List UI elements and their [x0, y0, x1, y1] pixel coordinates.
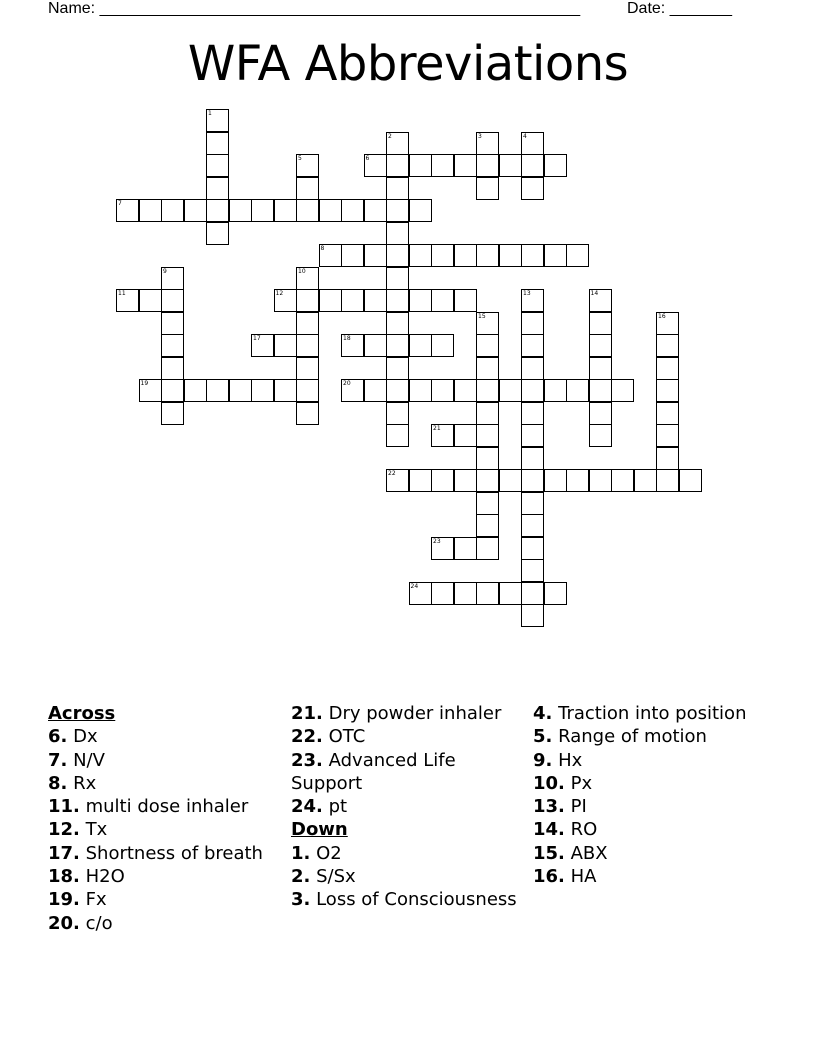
clue-number-label: 3 [478, 132, 482, 140]
crossword-cell[interactable] [206, 199, 229, 222]
crossword-cell[interactable] [386, 154, 409, 177]
crossword-cell[interactable] [364, 244, 387, 267]
crossword-cell[interactable] [566, 469, 589, 492]
crossword-cell[interactable] [521, 154, 544, 177]
crossword-cell[interactable] [544, 379, 567, 402]
crossword-cell[interactable] [206, 132, 229, 155]
crossword-cell[interactable] [521, 334, 544, 357]
crossword-cell[interactable] [499, 469, 522, 492]
crossword-cell[interactable] [476, 132, 499, 155]
crossword-cell[interactable] [386, 222, 409, 245]
clue-number-label: 23 [433, 537, 441, 545]
crossword-cell[interactable] [476, 244, 499, 267]
crossword-cell[interactable] [431, 582, 454, 605]
crossword-cell[interactable] [341, 199, 364, 222]
crossword-cell[interactable] [161, 289, 184, 312]
clue-number-label: 8 [320, 245, 325, 252]
clue-number-label: 5 [298, 155, 302, 162]
crossword-cell[interactable] [454, 244, 477, 267]
crossword-cell[interactable] [431, 244, 454, 267]
clue-number-label: 12 [275, 290, 284, 297]
crossword-cell[interactable] [206, 222, 229, 245]
crossword-cell[interactable] [206, 154, 229, 177]
crossword-cell[interactable] [364, 379, 387, 402]
clue-text: Fx [79, 889, 107, 911]
crossword-cell[interactable] [409, 379, 432, 402]
clue-number: 21. [291, 703, 323, 724]
clue-number: 4. [533, 703, 553, 724]
clue-number: 2. [291, 866, 311, 888]
clue-item [533, 749, 769, 772]
crossword-cell[interactable] [589, 357, 612, 380]
crossword-cell[interactable] [521, 469, 544, 492]
clue-item [48, 725, 284, 748]
clue-number-label: 2 [388, 132, 392, 140]
clue-item [533, 818, 769, 841]
clue-item [291, 842, 523, 865]
across-clue-list [48, 725, 284, 935]
crossword-cell[interactable] [499, 244, 522, 267]
crossword-cell[interactable] [589, 379, 612, 402]
crossword-cell[interactable] [566, 244, 589, 267]
clues-column-3 [533, 702, 769, 888]
clue-text: N/V [67, 749, 105, 771]
clue-item [48, 795, 284, 818]
clue-item [533, 842, 769, 865]
clue-text: RO [564, 819, 598, 841]
crossword-cell[interactable] [296, 289, 319, 312]
crossword-cell[interactable] [296, 267, 319, 290]
crossword-cell[interactable] [634, 469, 657, 492]
crossword-cell[interactable] [454, 289, 477, 312]
crossword-cell[interactable] [521, 177, 544, 200]
clue-item [533, 865, 769, 888]
clue-text: c/o [79, 912, 113, 934]
crossword-cell[interactable] [476, 357, 499, 380]
clue-number: 7. [48, 749, 68, 771]
clue-item [291, 795, 523, 818]
clue-number: 1. [291, 842, 311, 864]
clue-item [48, 842, 284, 865]
crossword-cell[interactable] [589, 402, 612, 425]
crossword-cell[interactable] [476, 582, 499, 605]
clue-number-label: 11 [118, 290, 126, 297]
clue-number-label: 22 [388, 470, 396, 477]
crossword-cell[interactable] [386, 267, 409, 290]
clue-item [48, 749, 284, 772]
clue-text: S/Sx [310, 866, 356, 888]
crossword-cell[interactable] [206, 379, 229, 402]
crossword-cell[interactable] [499, 582, 522, 605]
crossword-cell[interactable] [656, 334, 679, 357]
clue-number: 19. [48, 889, 80, 911]
crossword-cell[interactable] [589, 312, 612, 335]
crossword-cell[interactable] [499, 154, 522, 177]
crossword-cell[interactable] [544, 244, 567, 267]
clue-text: Dx [67, 726, 98, 748]
clue-number-label: 6 [365, 155, 370, 162]
clue-text: Traction into position [552, 703, 747, 724]
down-clue-list [291, 842, 523, 912]
crossword-cell[interactable] [274, 334, 297, 357]
crossword-cell[interactable] [611, 469, 634, 492]
crossword-cell[interactable] [116, 289, 139, 312]
crossword-cell[interactable] [454, 424, 477, 447]
clue-number: 18. [48, 866, 80, 888]
clue-item [533, 725, 769, 748]
clue-text: H2O [79, 866, 125, 888]
across-heading: Across [48, 703, 116, 724]
clue-item [48, 888, 284, 911]
crossword-cell[interactable] [386, 424, 409, 447]
clue-number-label: 17 [253, 335, 261, 342]
crossword-cell[interactable] [364, 334, 387, 357]
clue-text: Tx [79, 819, 108, 841]
crossword-cell[interactable] [386, 177, 409, 200]
crossword-cell[interactable] [409, 154, 432, 177]
crossword-cell[interactable] [386, 132, 409, 155]
clue-item [291, 865, 523, 888]
crossword-cell[interactable] [251, 334, 274, 357]
down-clue-list-cont [533, 702, 769, 888]
crossword-cell[interactable] [476, 334, 499, 357]
clue-number: 5. [533, 726, 553, 748]
crossword-cell[interactable] [521, 559, 544, 582]
crossword-cell[interactable] [521, 492, 544, 515]
crossword-cell[interactable] [521, 604, 544, 627]
crossword-cell[interactable] [521, 379, 544, 402]
crossword-cell[interactable] [229, 199, 252, 222]
clue-number: 15. [533, 842, 565, 864]
clue-item [291, 702, 523, 725]
crossword-cell[interactable] [139, 379, 162, 402]
crossword-cell[interactable] [409, 334, 432, 357]
crossword-cell[interactable] [364, 154, 387, 177]
crossword-cell[interactable] [656, 379, 679, 402]
crossword-cell[interactable] [589, 424, 612, 447]
clue-number-label: 15 [478, 312, 486, 320]
clue-text: Range of motion [552, 726, 707, 748]
crossword-cell[interactable] [274, 379, 297, 402]
clue-text: Hx [552, 749, 583, 771]
clue-number: 16. [533, 866, 565, 888]
crossword-cell[interactable] [229, 379, 252, 402]
crossword-cell[interactable] [319, 199, 342, 222]
crossword-cell[interactable] [161, 334, 184, 357]
crossword-cell[interactable] [431, 469, 454, 492]
clue-number-label: 7 [118, 200, 122, 207]
clue-number: 24. [291, 796, 323, 818]
crossword-cell[interactable] [364, 199, 387, 222]
clue-number-label: 10 [298, 267, 306, 275]
clue-item [48, 818, 284, 841]
crossword-cell[interactable] [161, 267, 184, 290]
clue-text: HA [564, 866, 597, 888]
crossword-cell[interactable] [319, 244, 342, 267]
crossword-cell[interactable] [656, 402, 679, 425]
crossword-cell[interactable] [454, 537, 477, 560]
date-field[interactable]: Date: _______ [627, 0, 732, 17]
crossword-cell[interactable] [544, 469, 567, 492]
crossword-cell[interactable] [476, 537, 499, 560]
crossword-cell[interactable] [544, 582, 567, 605]
crossword-cell[interactable] [296, 357, 319, 380]
crossword-cell[interactable] [521, 447, 544, 470]
crossword-cell[interactable] [476, 424, 499, 447]
crossword-cell[interactable] [161, 402, 184, 425]
crossword-cell[interactable] [431, 289, 454, 312]
crossword-cell[interactable] [589, 469, 612, 492]
clue-text: O2 [310, 842, 342, 864]
clue-number-label: 16 [658, 312, 666, 320]
crossword-cell[interactable] [521, 514, 544, 537]
crossword-cell[interactable] [431, 154, 454, 177]
clue-text: Px [564, 772, 593, 794]
crossword-cell[interactable] [206, 177, 229, 200]
crossword-cell[interactable] [139, 289, 162, 312]
clue-text: Advanced Life Support [291, 749, 456, 794]
crossword-cell[interactable] [611, 379, 634, 402]
crossword-cell[interactable] [296, 334, 319, 357]
across-clue-list-cont [291, 702, 523, 818]
crossword-cell[interactable] [521, 132, 544, 155]
crossword-cell[interactable] [341, 379, 364, 402]
clue-number-label: 24 [410, 582, 419, 590]
crossword-cell[interactable] [589, 334, 612, 357]
crossword-cell[interactable] [476, 514, 499, 537]
crossword-cell[interactable] [431, 537, 454, 560]
crossword-cell[interactable] [476, 154, 499, 177]
crossword-cell[interactable] [476, 402, 499, 425]
crossword-cell[interactable] [184, 379, 207, 402]
crossword-cell[interactable] [409, 199, 432, 222]
clue-number: 17. [48, 842, 80, 864]
crossword-cell[interactable] [521, 537, 544, 560]
crossword-cell[interactable] [296, 379, 319, 402]
clue-number: 11. [48, 796, 80, 818]
clue-number: 10. [533, 772, 565, 794]
clue-number-label: 21 [433, 425, 441, 432]
crossword-cell[interactable] [206, 109, 229, 132]
clue-number: 6. [48, 726, 68, 748]
crossword-cell[interactable] [521, 312, 544, 335]
clue-item [291, 725, 523, 748]
crossword-cell[interactable] [454, 154, 477, 177]
clue-item [533, 795, 769, 818]
crossword-cell[interactable] [679, 469, 702, 492]
crossword-cell[interactable] [499, 379, 522, 402]
crossword-cell[interactable] [521, 289, 544, 312]
crossword-cell[interactable] [116, 199, 139, 222]
crossword-cell[interactable] [251, 379, 274, 402]
crossword-cell[interactable] [364, 289, 387, 312]
crossword-cell[interactable] [161, 357, 184, 380]
clue-number-label: 20 [343, 380, 351, 387]
clues-column-2 [291, 702, 523, 912]
crossword-cell[interactable] [431, 379, 454, 402]
crossword-cell[interactable] [386, 244, 409, 267]
clue-text: PI [564, 796, 587, 818]
crossword-cell[interactable] [656, 357, 679, 380]
crossword-cell[interactable] [386, 469, 409, 492]
crossword-cell[interactable] [274, 199, 297, 222]
crossword-cell[interactable] [161, 312, 184, 335]
crossword-cell[interactable] [656, 424, 679, 447]
crossword-cell[interactable] [476, 379, 499, 402]
clue-number: 20. [48, 912, 80, 934]
crossword-cell[interactable] [656, 469, 679, 492]
clue-text: OTC [322, 726, 366, 748]
name-field[interactable]: Name: ______________________________________________________ [48, 0, 581, 17]
clues-column-1 [48, 702, 284, 935]
crossword-cell[interactable] [341, 289, 364, 312]
crossword-cell[interactable] [544, 154, 567, 177]
clue-number: 13. [533, 796, 565, 818]
clue-item [291, 888, 523, 911]
crossword-cell[interactable] [296, 177, 319, 200]
crossword-cell[interactable] [409, 289, 432, 312]
crossword-cell[interactable] [431, 334, 454, 357]
crossword-cell[interactable] [409, 469, 432, 492]
clue-number: 14. [533, 819, 565, 841]
crossword-cell[interactable] [409, 582, 432, 605]
clue-item [533, 772, 769, 795]
clue-number-label: 18 [343, 335, 351, 342]
clue-number: 9. [533, 749, 553, 771]
crossword-cell[interactable] [386, 312, 409, 335]
clue-number-label: 13 [523, 290, 531, 297]
clue-text: Shortness of breath [79, 842, 263, 864]
crossword-cell[interactable] [521, 424, 544, 447]
crossword-cell[interactable] [476, 312, 499, 335]
crossword-cell[interactable] [341, 244, 364, 267]
clue-number: 22. [291, 726, 323, 748]
crossword-cell[interactable] [454, 469, 477, 492]
down-heading: Down [291, 819, 348, 841]
clue-item [533, 702, 769, 725]
crossword-cell[interactable] [274, 289, 297, 312]
clue-item [48, 865, 284, 888]
crossword-cell[interactable] [521, 244, 544, 267]
crossword-cell[interactable] [521, 357, 544, 380]
clue-number-label: 9 [163, 267, 167, 275]
crossword-cell[interactable] [656, 312, 679, 335]
crossword-cell[interactable] [521, 582, 544, 605]
clue-text: ABX [564, 842, 608, 864]
clue-number: 23. [291, 749, 323, 771]
crossword-cell[interactable] [319, 289, 342, 312]
clue-number: 8. [48, 772, 68, 794]
crossword-cell[interactable] [386, 289, 409, 312]
crossword-cell[interactable] [161, 379, 184, 402]
clue-number: 12. [48, 819, 80, 841]
crossword-cell[interactable] [139, 199, 162, 222]
crossword-cell[interactable] [409, 244, 432, 267]
crossword-cell[interactable] [296, 402, 319, 425]
crossword-cell[interactable] [476, 447, 499, 470]
clue-text: Loss of Consciousness [310, 889, 517, 911]
crossword-cell[interactable] [431, 424, 454, 447]
clue-text: pt [322, 796, 348, 818]
clue-number-label: 4 [523, 132, 527, 140]
crossword-cell[interactable] [589, 289, 612, 312]
clue-item [48, 772, 284, 795]
clue-item [291, 749, 523, 796]
crossword-cell[interactable] [296, 154, 319, 177]
crossword-cell[interactable] [454, 582, 477, 605]
crossword-cell[interactable] [521, 402, 544, 425]
clue-text: multi dose inhaler [79, 796, 249, 818]
crossword-cell[interactable] [296, 312, 319, 335]
crossword-cell[interactable] [476, 492, 499, 515]
crossword-cell[interactable] [341, 334, 364, 357]
clue-number-label: 14 [590, 290, 599, 297]
clue-text: Rx [67, 772, 97, 794]
clue-item [48, 912, 284, 935]
crossword-cell[interactable] [184, 199, 207, 222]
crossword-cell[interactable] [386, 334, 409, 357]
clue-text: Dry powder inhaler [322, 703, 502, 724]
crossword-cell[interactable] [566, 379, 589, 402]
crossword-cell[interactable] [296, 199, 319, 222]
clue-number-label: 1 [208, 110, 212, 117]
crossword-cell[interactable] [251, 199, 274, 222]
crossword-cell[interactable] [161, 199, 184, 222]
crossword-cell[interactable] [386, 357, 409, 380]
crossword-cell[interactable] [386, 379, 409, 402]
crossword-cell[interactable] [656, 447, 679, 470]
crossword-cell[interactable] [476, 469, 499, 492]
page-title: WFA Abbreviations [187, 36, 629, 92]
crossword-cell[interactable] [476, 177, 499, 200]
clue-number: 3. [291, 889, 311, 911]
crossword-cell[interactable] [454, 379, 477, 402]
crossword-cell[interactable] [386, 199, 409, 222]
crossword-cell[interactable] [386, 402, 409, 425]
clue-number-label: 19 [140, 380, 149, 387]
